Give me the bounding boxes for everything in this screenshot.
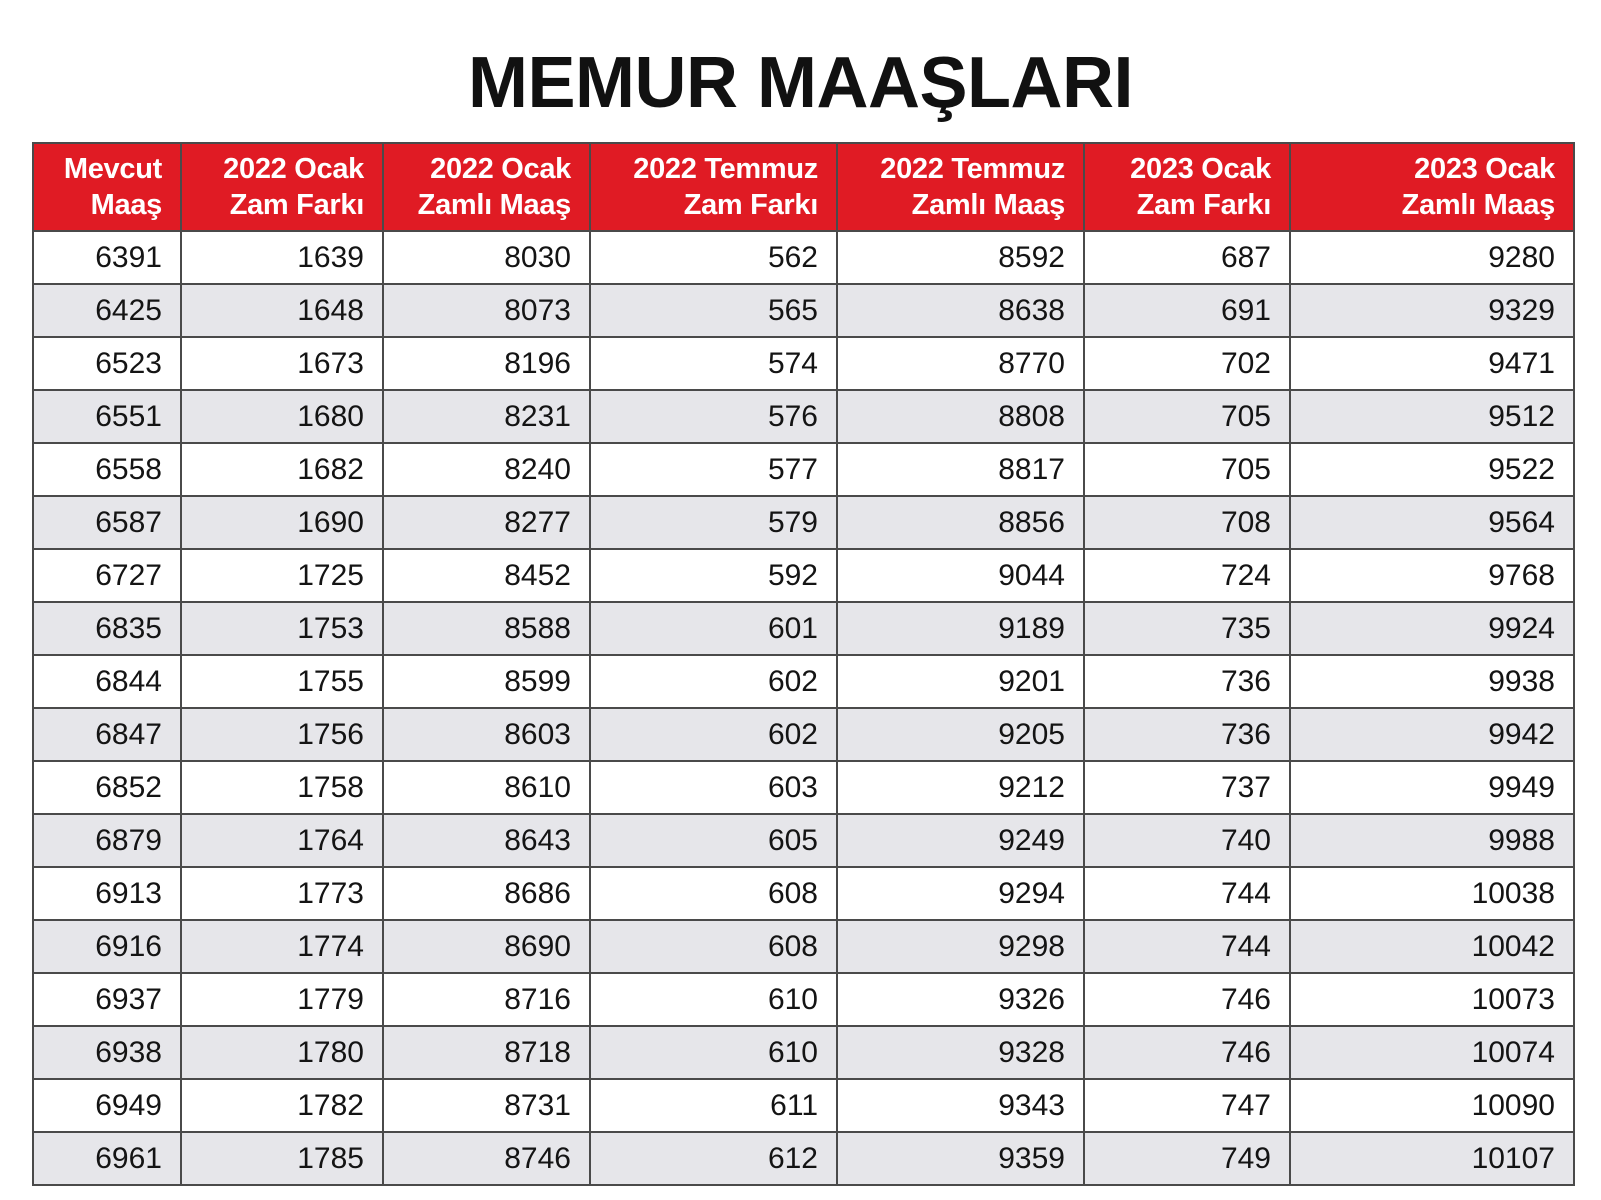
table-cell: 8452 (383, 549, 590, 602)
table-cell: 9189 (837, 602, 1084, 655)
table-cell: 592 (590, 549, 837, 602)
column-header-line: 2022 Ocak (430, 153, 571, 185)
table-cell: 562 (590, 231, 837, 284)
column-header (837, 143, 1084, 231)
table-cell: 1690 (181, 496, 383, 549)
table-cell: 9512 (1290, 390, 1574, 443)
table-row (33, 655, 1574, 708)
table-cell: 1773 (181, 867, 383, 920)
column-header-line: Mevcut (63, 153, 162, 185)
table-cell: 10042 (1290, 920, 1574, 973)
table-cell: 708 (1084, 496, 1290, 549)
table-cell: 601 (590, 602, 837, 655)
table-cell: 8588 (383, 602, 590, 655)
table-cell: 574 (590, 337, 837, 390)
column-header-line: Maaş (90, 189, 162, 221)
table-row (33, 708, 1574, 761)
table-cell: 6961 (33, 1132, 181, 1185)
table-cell: 6949 (33, 1079, 181, 1132)
table-cell: 9942 (1290, 708, 1574, 761)
table-cell: 8690 (383, 920, 590, 973)
table-row (33, 602, 1574, 655)
table-cell: 1680 (181, 390, 383, 443)
column-header (181, 143, 383, 231)
table-cell: 577 (590, 443, 837, 496)
table-cell: 1753 (181, 602, 383, 655)
table-cell: 9328 (837, 1026, 1084, 1079)
table-cell: 8610 (383, 761, 590, 814)
table-cell: 1648 (181, 284, 383, 337)
header-row (33, 143, 1574, 231)
table-row (33, 1132, 1574, 1185)
table-cell: 1756 (181, 708, 383, 761)
column-header-line: Zam Farkı (1136, 189, 1271, 221)
table-cell: 8731 (383, 1079, 590, 1132)
table-cell: 6425 (33, 284, 181, 337)
table-cell: 8643 (383, 814, 590, 867)
table-cell: 687 (1084, 231, 1290, 284)
table-cell: 1673 (181, 337, 383, 390)
table-cell: 6879 (33, 814, 181, 867)
table-row (33, 814, 1574, 867)
table-cell: 724 (1084, 549, 1290, 602)
table-cell: 746 (1084, 1026, 1290, 1079)
table-cell: 8231 (383, 390, 590, 443)
column-header-line: 2022 Temmuz (633, 153, 818, 185)
table-cell: 1764 (181, 814, 383, 867)
table-row (33, 973, 1574, 1026)
table-cell: 1682 (181, 443, 383, 496)
table-cell: 1785 (181, 1132, 383, 1185)
column-header-line: 2023 Ocak (1414, 153, 1555, 185)
table-cell: 6844 (33, 655, 181, 708)
table-cell: 691 (1084, 284, 1290, 337)
table-cell: 6913 (33, 867, 181, 920)
table-cell: 9359 (837, 1132, 1084, 1185)
column-header (1290, 143, 1574, 231)
table-cell: 6835 (33, 602, 181, 655)
table-cell: 6391 (33, 231, 181, 284)
table-cell: 1780 (181, 1026, 383, 1079)
table-cell: 9044 (837, 549, 1084, 602)
table-cell: 9988 (1290, 814, 1574, 867)
table-cell: 705 (1084, 390, 1290, 443)
table-cell: 9471 (1290, 337, 1574, 390)
table-row (33, 867, 1574, 920)
table-cell: 10090 (1290, 1079, 1574, 1132)
table-cell: 9343 (837, 1079, 1084, 1132)
table-cell: 8718 (383, 1026, 590, 1079)
table-cell: 9212 (837, 761, 1084, 814)
table-row (33, 284, 1574, 337)
table-cell: 705 (1084, 443, 1290, 496)
table-cell: 9329 (1290, 284, 1574, 337)
table-row (33, 920, 1574, 973)
table-cell: 749 (1084, 1132, 1290, 1185)
table-cell: 9768 (1290, 549, 1574, 602)
table-cell: 8746 (383, 1132, 590, 1185)
table-cell: 8277 (383, 496, 590, 549)
table-cell: 8073 (383, 284, 590, 337)
table-cell: 9249 (837, 814, 1084, 867)
table-cell: 8638 (837, 284, 1084, 337)
table-cell: 576 (590, 390, 837, 443)
table-cell: 9564 (1290, 496, 1574, 549)
table-cell: 6727 (33, 549, 181, 602)
table-row (33, 231, 1574, 284)
table-header (33, 143, 1574, 231)
column-header-line: 2022 Temmuz (880, 153, 1065, 185)
table-cell: 8716 (383, 973, 590, 1026)
table-cell: 8686 (383, 867, 590, 920)
table-cell: 9924 (1290, 602, 1574, 655)
table-cell: 9326 (837, 973, 1084, 1026)
table-cell: 9938 (1290, 655, 1574, 708)
table-cell: 602 (590, 655, 837, 708)
table-cell: 737 (1084, 761, 1290, 814)
table-cell: 702 (1084, 337, 1290, 390)
table-cell: 1639 (181, 231, 383, 284)
table-cell: 610 (590, 1026, 837, 1079)
table-cell: 6558 (33, 443, 181, 496)
table-row (33, 761, 1574, 814)
table-cell: 8240 (383, 443, 590, 496)
table-cell: 1755 (181, 655, 383, 708)
table-cell: 6916 (33, 920, 181, 973)
table-cell: 9298 (837, 920, 1084, 973)
table-cell: 6852 (33, 761, 181, 814)
table-cell: 8817 (837, 443, 1084, 496)
table-row (33, 1026, 1574, 1079)
table-cell: 736 (1084, 655, 1290, 708)
table-cell: 1758 (181, 761, 383, 814)
table-cell: 8808 (837, 390, 1084, 443)
column-header-line: Zamlı Maaş (1401, 189, 1555, 221)
table-cell: 1774 (181, 920, 383, 973)
table-cell: 740 (1084, 814, 1290, 867)
table-body (33, 231, 1574, 1185)
table-cell: 8599 (383, 655, 590, 708)
table-cell: 602 (590, 708, 837, 761)
table-cell: 746 (1084, 973, 1290, 1026)
table-cell: 612 (590, 1132, 837, 1185)
table-cell: 6587 (33, 496, 181, 549)
table-cell: 744 (1084, 867, 1290, 920)
table-cell: 605 (590, 814, 837, 867)
table-cell: 6938 (33, 1026, 181, 1079)
table-cell: 611 (590, 1079, 837, 1132)
table-cell: 8603 (383, 708, 590, 761)
table-row (33, 1079, 1574, 1132)
column-header (1084, 143, 1290, 231)
table-cell: 6847 (33, 708, 181, 761)
column-header (590, 143, 837, 231)
table-cell: 565 (590, 284, 837, 337)
column-header-line: Zamlı Maaş (417, 189, 571, 221)
salary-table (32, 142, 1575, 1186)
table-cell: 10107 (1290, 1132, 1574, 1185)
table-cell: 744 (1084, 920, 1290, 973)
table-row (33, 443, 1574, 496)
table-cell: 9280 (1290, 231, 1574, 284)
table-cell: 8030 (383, 231, 590, 284)
table-cell: 6551 (33, 390, 181, 443)
table-cell: 747 (1084, 1079, 1290, 1132)
column-header-line: 2023 Ocak (1130, 153, 1271, 185)
table-cell: 9522 (1290, 443, 1574, 496)
column-header-line: 2022 Ocak (223, 153, 364, 185)
table-cell: 8196 (383, 337, 590, 390)
column-header (33, 143, 181, 231)
column-header-line: Zam Farkı (683, 189, 818, 221)
table-cell: 8770 (837, 337, 1084, 390)
table-cell: 9201 (837, 655, 1084, 708)
table-cell: 1782 (181, 1079, 383, 1132)
table-cell: 10074 (1290, 1026, 1574, 1079)
table-row (33, 337, 1574, 390)
table-cell: 579 (590, 496, 837, 549)
table-cell: 735 (1084, 602, 1290, 655)
table-row (33, 390, 1574, 443)
table-cell: 8856 (837, 496, 1084, 549)
table-cell: 736 (1084, 708, 1290, 761)
table-cell: 10038 (1290, 867, 1574, 920)
table-cell: 608 (590, 867, 837, 920)
table-cell: 6937 (33, 973, 181, 1026)
column-header (383, 143, 590, 231)
column-header-line: Zamlı Maaş (911, 189, 1065, 221)
table-cell: 1779 (181, 973, 383, 1026)
table-row (33, 549, 1574, 602)
table-cell: 1725 (181, 549, 383, 602)
table-row (33, 496, 1574, 549)
table-cell: 6523 (33, 337, 181, 390)
table-cell: 10073 (1290, 973, 1574, 1026)
page-title: MEMUR MAAŞLARI (468, 43, 1133, 123)
table-cell: 8592 (837, 231, 1084, 284)
column-header-line: Zam Farkı (229, 189, 364, 221)
table-cell: 610 (590, 973, 837, 1026)
table-cell: 608 (590, 920, 837, 973)
table-cell: 9205 (837, 708, 1084, 761)
table-cell: 9294 (837, 867, 1084, 920)
table-cell: 9949 (1290, 761, 1574, 814)
table-cell: 603 (590, 761, 837, 814)
